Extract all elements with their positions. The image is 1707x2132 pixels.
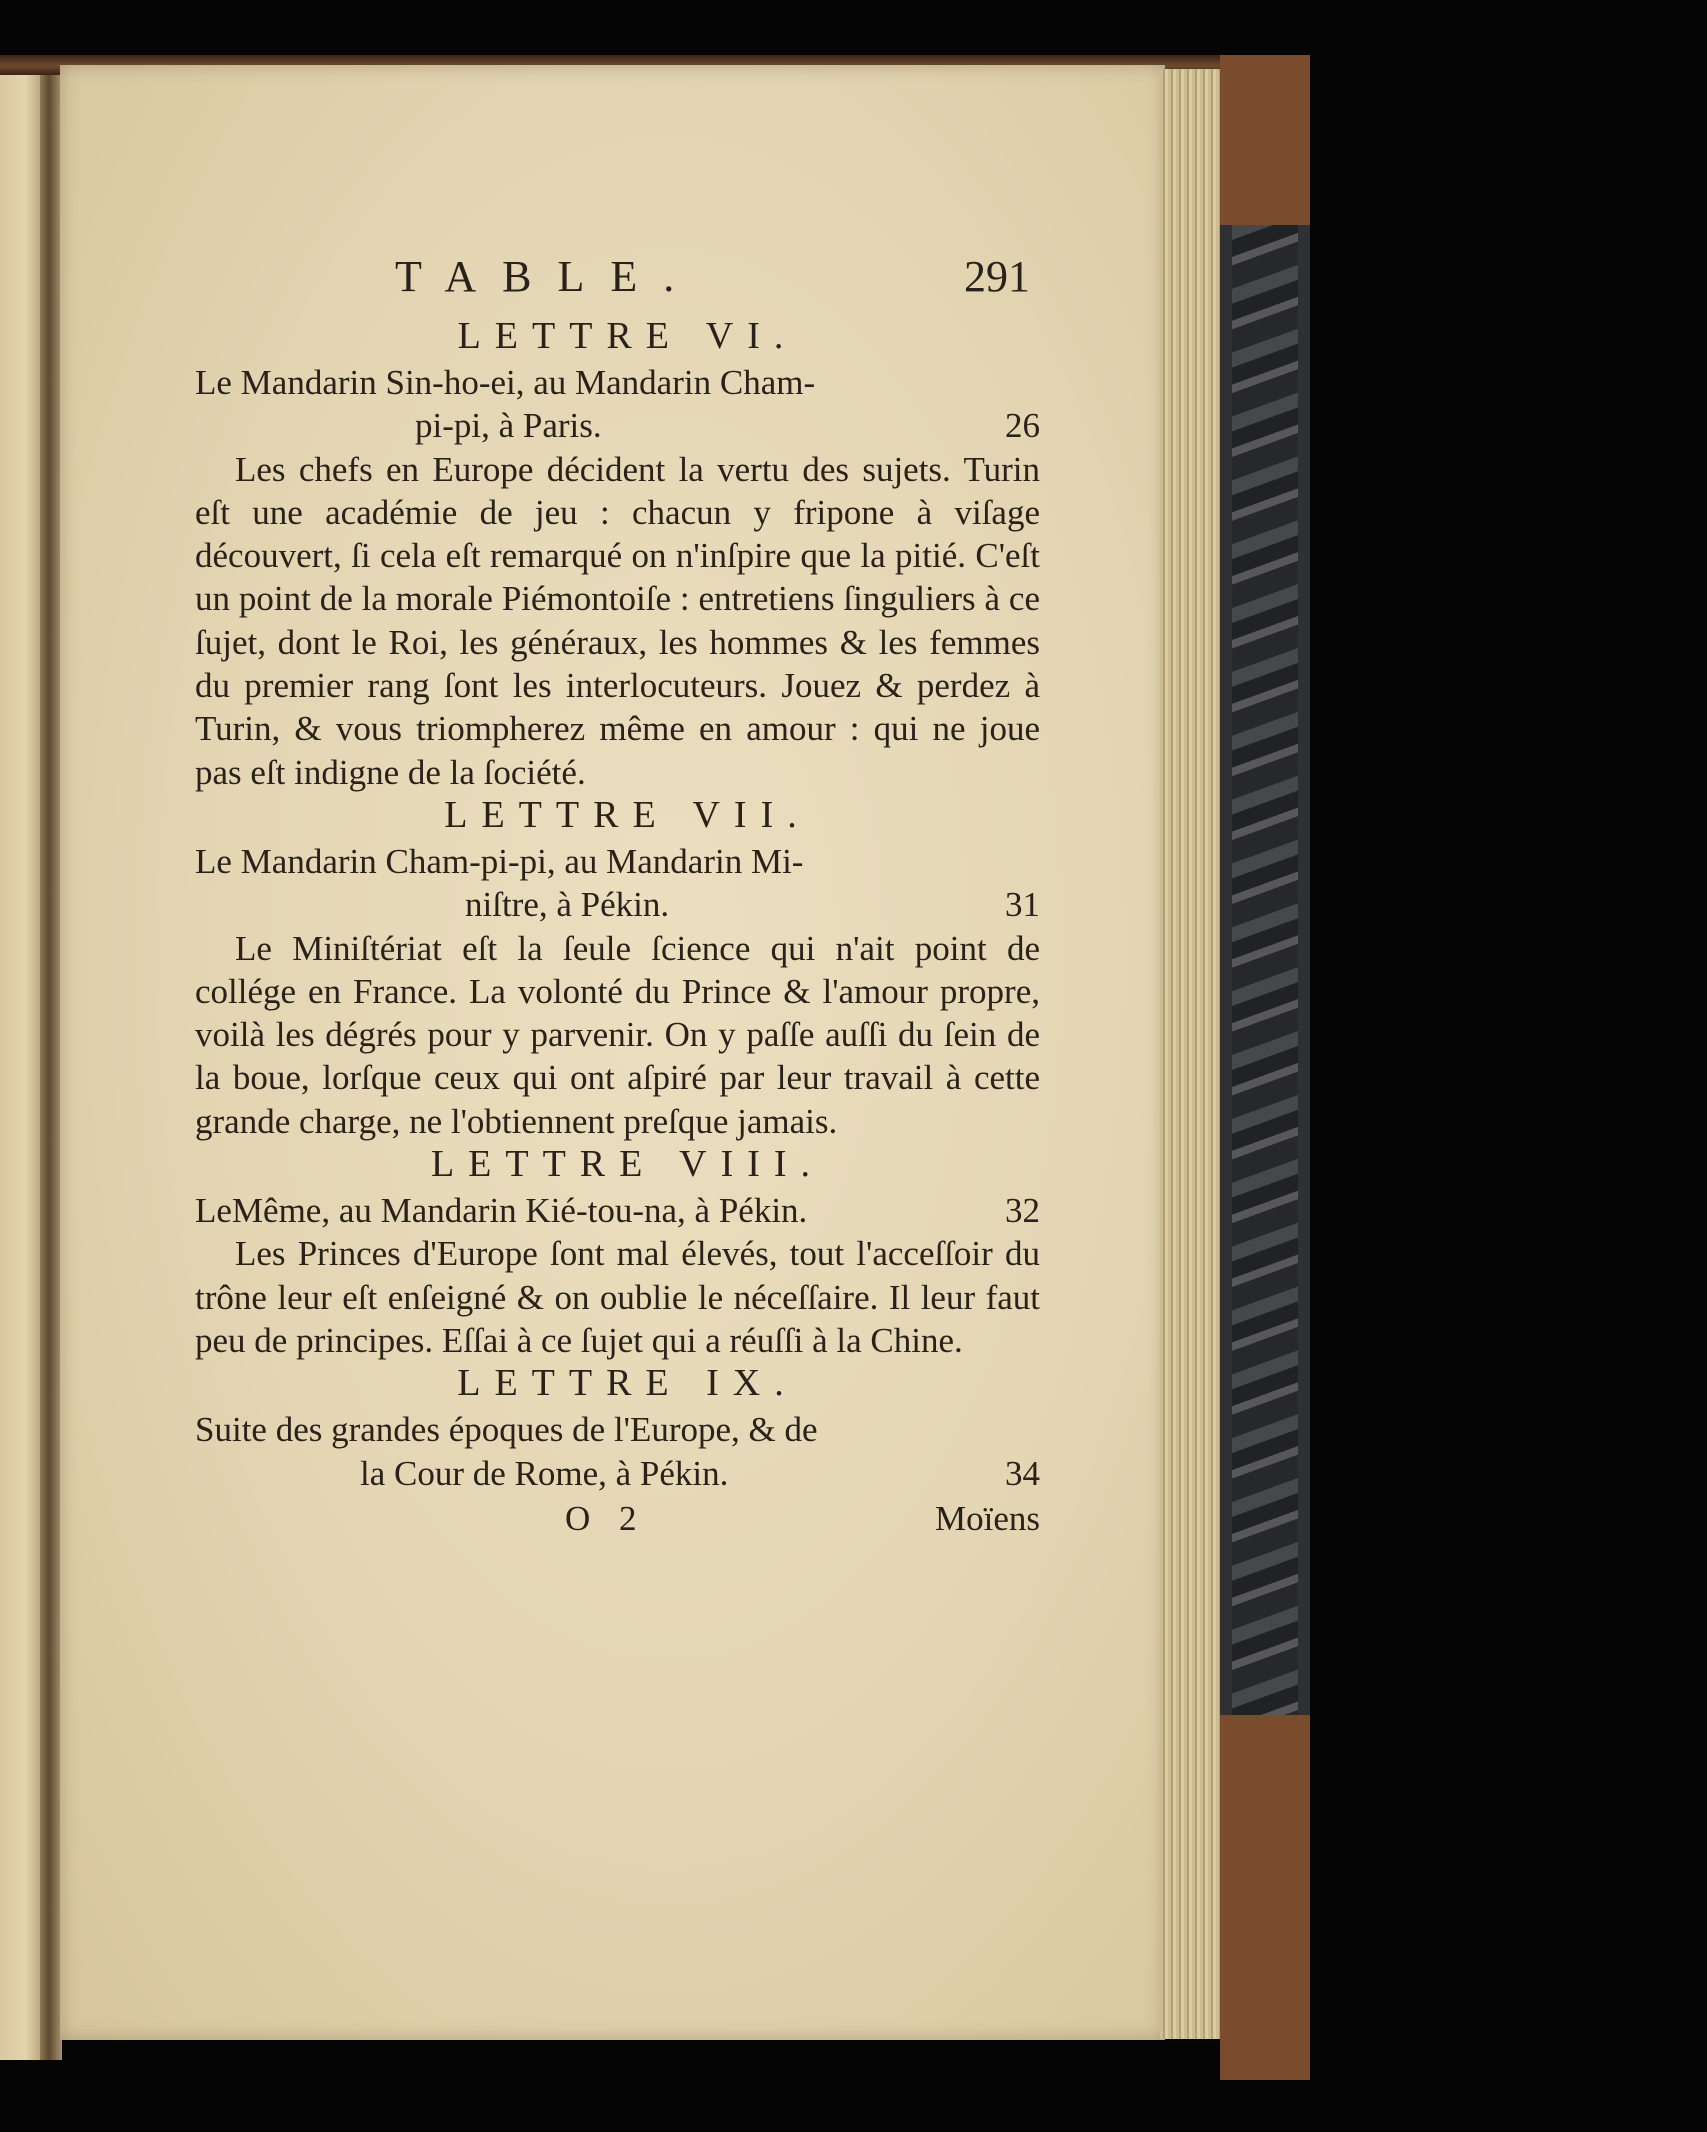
book-spine	[1220, 55, 1310, 2080]
catchword: Moïens	[935, 1498, 1040, 1538]
letter-summary: Les chefs en Europe décident la vertu des sujets. Turin eſt une académie de jeu : chacun y fripone à viſage découvert, ſi cela eſt remarqué on n'inſpire que la pitié. C'eſt un point de la morale Piémontoiſe : entretiens ſinguliers à ce ſujet, dont le Roi, les généraux, les hommes & les femmes du premier rang ſont les interlocuteurs. Jouez & perdez à Turin, & vous triompherez même en amour : qui ne joue pas eſt indigne de la ſociété.	[195, 449, 1040, 792]
letter-entry-continuation	[195, 1452, 1040, 1495]
letter-entry-dest: la Cour de Rome, à Pékin.	[360, 1453, 729, 1493]
letter-entry-line: Suite des grandes époques de l'Europe, & de	[195, 1410, 818, 1450]
facing-page-edge	[0, 75, 42, 2060]
page-block-edges	[1160, 69, 1220, 2039]
letter-heading: LETTRE VI.	[457, 315, 798, 357]
letter-heading: LETTRE IX.	[457, 1362, 798, 1405]
letter-entry-dest: niſtre, à Pékin.	[465, 885, 670, 925]
letter-page-ref: 26	[1005, 406, 1040, 446]
running-title: TABLE.	[395, 252, 701, 301]
letter-entry-line: Le Mandarin Cham-pi-pi, au Mandarin Mi-	[195, 841, 804, 881]
letter-entry-dest: pi-pi, à Paris.	[415, 406, 602, 446]
letter-entry-continuation	[195, 404, 1040, 447]
book-gutter	[40, 75, 62, 2060]
letter-page-ref: 32	[1005, 1191, 1040, 1231]
letter-entry-line: Le Mandarin Sin-ho-ei, au Mandarin Cham-	[195, 363, 816, 402]
page-number: 291	[964, 252, 1030, 301]
signature-mark: O 2	[565, 1498, 647, 1538]
letter-page-ref: 31	[1005, 885, 1040, 925]
page-text	[195, 252, 1040, 1543]
letter-heading: LETTRE VII.	[444, 793, 811, 836]
letter-page-ref: 34	[1005, 1453, 1040, 1493]
letter-entry-continuation	[195, 883, 1040, 926]
running-header	[195, 252, 1040, 315]
letter-entry-text: LeMême, au Mandarin Kié-tou-na, à Pékin.	[195, 1191, 808, 1231]
letter-heading: LETTRE VIII.	[430, 1143, 825, 1186]
letter-entry-line	[195, 1189, 1040, 1232]
page-footer	[195, 1497, 1040, 1543]
letter-summary: Le Miniſtériat eſt la ſeule ſcience qui n'ait point de collége en France. La volonté du Prince & l'amour propre, voilà les dégrés pour y parvenir. On y paſſe auſſi du ſein de la boue, lorſque ceux qui ont aſpiré par leur travail à cette grande charge, ne l'obtiennent preſque jamais.	[195, 928, 1040, 1141]
letter-summary: Les Princes d'Europe ſont mal élevés, tout l'acceſſoir du trône leur eſt enſeigné & on oublie le néceſſaire. Il leur faut peu de principes. Eſſai à ce ſujet qui a réuſſi à la Chine.	[195, 1234, 1040, 1360]
